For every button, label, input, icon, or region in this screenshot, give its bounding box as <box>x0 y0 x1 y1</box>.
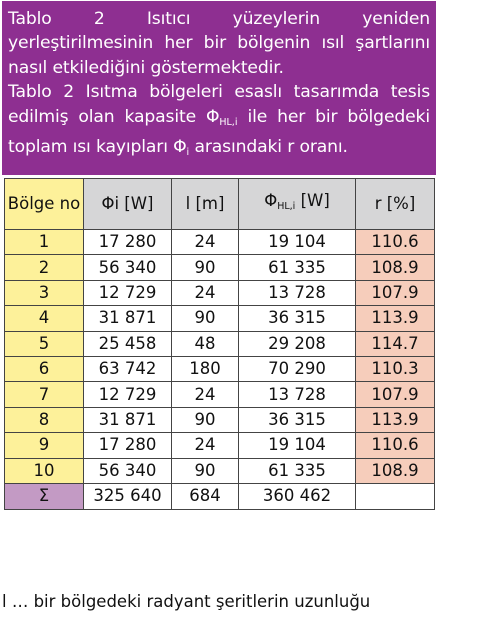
cell-ratio: 114.7 <box>356 331 435 356</box>
total-sigma-label: Σ <box>5 483 84 509</box>
cell-length: 90 <box>172 458 239 483</box>
table-row <box>5 230 435 255</box>
cell-length: 48 <box>172 331 239 356</box>
cell-phi-hl: 13 728 <box>239 280 356 305</box>
cell-phi-hl: 13 728 <box>239 382 356 407</box>
cell-phi-hl: 36 315 <box>239 407 356 432</box>
zones-table <box>4 178 435 510</box>
table-row <box>5 382 435 407</box>
cell-ratio: 110.3 <box>356 356 435 381</box>
caption-paragraph-2 <box>8 80 430 165</box>
caption-subscript-i: i <box>186 147 190 159</box>
header-ratio: r [%] <box>356 179 435 230</box>
cell-phi-i: 12 729 <box>84 382 172 407</box>
table-row <box>5 331 435 356</box>
cell-phi-i: 31 871 <box>84 407 172 432</box>
cell-zone-no: 8 <box>5 407 84 432</box>
table-caption <box>2 1 436 175</box>
header-phi-hl <box>239 179 356 230</box>
total-ratio-empty <box>356 483 435 509</box>
cell-zone-no: 7 <box>5 382 84 407</box>
caption-text-3: arasındaki r oranı. <box>189 137 348 158</box>
header-phi-hl-symbol: Φ <box>264 191 278 210</box>
table-row <box>5 433 435 458</box>
total-length: 684 <box>172 483 239 509</box>
cell-phi-i: 17 280 <box>84 433 172 458</box>
table-row <box>5 280 435 305</box>
cell-zone-no: 1 <box>5 230 84 255</box>
cell-length: 24 <box>172 280 239 305</box>
table-row <box>5 255 435 280</box>
table-row <box>5 407 435 432</box>
cell-phi-hl: 61 335 <box>239 255 356 280</box>
cell-zone-no: 9 <box>5 433 84 458</box>
cell-zone-no: 6 <box>5 356 84 381</box>
table-row <box>5 458 435 483</box>
cell-phi-hl: 19 104 <box>239 433 356 458</box>
header-length: l [m] <box>172 179 239 230</box>
header-phi-hl-subscript: HL,i <box>277 201 296 212</box>
cell-zone-no: 2 <box>5 255 84 280</box>
header-phi-hl-unit: [W] <box>295 191 330 210</box>
footnote: l … bir bölgedeki radyant şeritlerin uzunluğu <box>2 592 371 611</box>
caption-paragraph-1: Tablo 2 Isıtıcı yüzeylerin yeniden yerleştirilmesinin her bir bölgenin ısıl şartlarını nasıl etkilediğini göstermektedir. <box>8 9 430 78</box>
caption-text-1: Tablo 2 Isıtma bölgeleri esaslı tasarımda tesis edilmiş olan kapasite Φ <box>8 82 430 127</box>
cell-length: 24 <box>172 433 239 458</box>
cell-length: 90 <box>172 407 239 432</box>
cell-phi-hl: 70 290 <box>239 356 356 381</box>
cell-length: 24 <box>172 382 239 407</box>
cell-ratio: 108.9 <box>356 458 435 483</box>
cell-length: 24 <box>172 230 239 255</box>
cell-zone-no: 10 <box>5 458 84 483</box>
header-phi-i: Φi [W] <box>84 179 172 230</box>
cell-phi-i: 12 729 <box>84 280 172 305</box>
cell-phi-i: 25 458 <box>84 331 172 356</box>
cell-ratio: 108.9 <box>356 255 435 280</box>
cell-zone-no: 4 <box>5 306 84 331</box>
cell-ratio: 113.9 <box>356 306 435 331</box>
header-row <box>5 179 435 230</box>
cell-phi-i: 31 871 <box>84 306 172 331</box>
cell-length: 90 <box>172 306 239 331</box>
cell-phi-hl: 29 208 <box>239 331 356 356</box>
cell-zone-no: 3 <box>5 280 84 305</box>
cell-phi-hl: 36 315 <box>239 306 356 331</box>
table-row <box>5 306 435 331</box>
cell-ratio: 110.6 <box>356 433 435 458</box>
total-phi-hl: 360 462 <box>239 483 356 509</box>
cell-ratio: 110.6 <box>356 230 435 255</box>
cell-phi-hl: 19 104 <box>239 230 356 255</box>
caption-text-2: ile her bir bölgedeki toplam ısı kayıpları Φ <box>8 106 430 158</box>
total-row <box>5 483 435 509</box>
cell-phi-i: 56 340 <box>84 255 172 280</box>
cell-phi-i: 56 340 <box>84 458 172 483</box>
cell-zone-no: 5 <box>5 331 84 356</box>
cell-ratio: 113.9 <box>356 407 435 432</box>
cell-ratio: 107.9 <box>356 382 435 407</box>
cell-ratio: 107.9 <box>356 280 435 305</box>
caption-subscript-hl: HL,i <box>219 116 238 128</box>
table-row <box>5 356 435 381</box>
header-zone-no: Bölge no <box>5 179 84 230</box>
cell-length: 90 <box>172 255 239 280</box>
total-phi-i: 325 640 <box>84 483 172 509</box>
cell-length: 180 <box>172 356 239 381</box>
cell-phi-i: 17 280 <box>84 230 172 255</box>
cell-phi-hl: 61 335 <box>239 458 356 483</box>
cell-phi-i: 63 742 <box>84 356 172 381</box>
